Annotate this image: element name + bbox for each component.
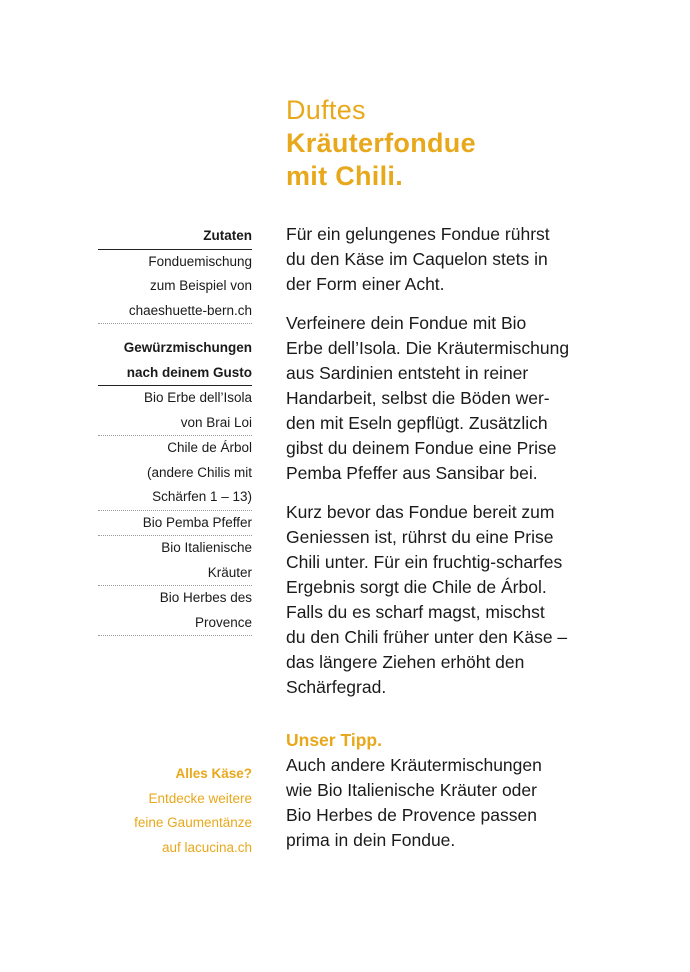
paragraph-2: Verfeinere dein Fondue mit Bio Erbe dell’Isola. Die Kräutermischung aus Sardinien entsteht in reiner Handarbeit, selbst die Böden wer- den mit Eseln gepflügt. Zusätzlich gibst du deinem Fondue eine Prise Pemba Pfeffer aus Sansibar bei. xyxy=(286,313,570,483)
spice-item-line: Provence xyxy=(98,611,252,637)
title-line-3: mit Chili. xyxy=(286,161,403,191)
spice-item-line: Kräuter xyxy=(98,561,252,587)
spice-item-line: (andere Chilis mit xyxy=(146,464,252,480)
spice-item-line: Chile de Árbol xyxy=(167,440,252,455)
promo-box xyxy=(98,762,252,860)
ingredients-sidebar xyxy=(98,224,252,636)
promo-line: feine Gaumentänze xyxy=(134,815,252,830)
paragraph-1: Für ein gelungenes Fondue rührst du den Käse im Caquelon stets in der Form einer Acht. xyxy=(286,224,550,294)
recipe-title xyxy=(286,94,666,193)
tip-heading: Unser Tipp. xyxy=(286,730,382,750)
spice-item-line: Bio Herbes des xyxy=(159,590,252,605)
title-line-1: Duftes xyxy=(286,95,366,125)
promo-heading: Alles Käse? xyxy=(175,766,252,781)
spice-item-line: Bio Erbe dell’Isola xyxy=(143,390,252,405)
spice-item-line: Bio Italienische xyxy=(161,540,252,555)
promo-link[interactable]: auf lacucina.ch xyxy=(161,839,252,855)
ingredient-line: chaeshuette-bern.ch xyxy=(98,299,252,325)
spice-item-line: Schärfen 1 – 13) xyxy=(98,485,252,511)
paragraph-3: Kurz bevor das Fondue bereit zum Geniessen ist, rührst du eine Prise Chili unter. Für ein fruchtig-scharfes Ergebnis sorgt die Chile de Árbol. Falls du es scharf magst, mischst du den Chili früher unter den Käse – das längere Ziehen erhöht den Schärfegrad. xyxy=(286,502,568,697)
title-line-2: Kräuterfondue xyxy=(286,128,476,158)
tip-text: Auch andere Kräutermischungen wie Bio Italienische Kräuter oder Bio Herbes de Provence passen prima in dein Fondue. xyxy=(286,755,542,850)
ingredients-heading: Zutaten xyxy=(98,224,252,250)
spice-heading: Gewürzmischungen xyxy=(123,340,252,355)
spice-heading: nach deinem Gusto xyxy=(98,361,252,387)
spice-item-line: von Brai Loi xyxy=(98,411,252,437)
promo-line: Entdecke weitere xyxy=(148,790,252,806)
spice-item-line: Bio Pemba Pfeffer xyxy=(98,511,252,537)
ingredient-line: zum Beispiel von xyxy=(149,278,252,293)
ingredient-line: Fonduemischung xyxy=(148,253,252,269)
recipe-body xyxy=(286,222,606,867)
